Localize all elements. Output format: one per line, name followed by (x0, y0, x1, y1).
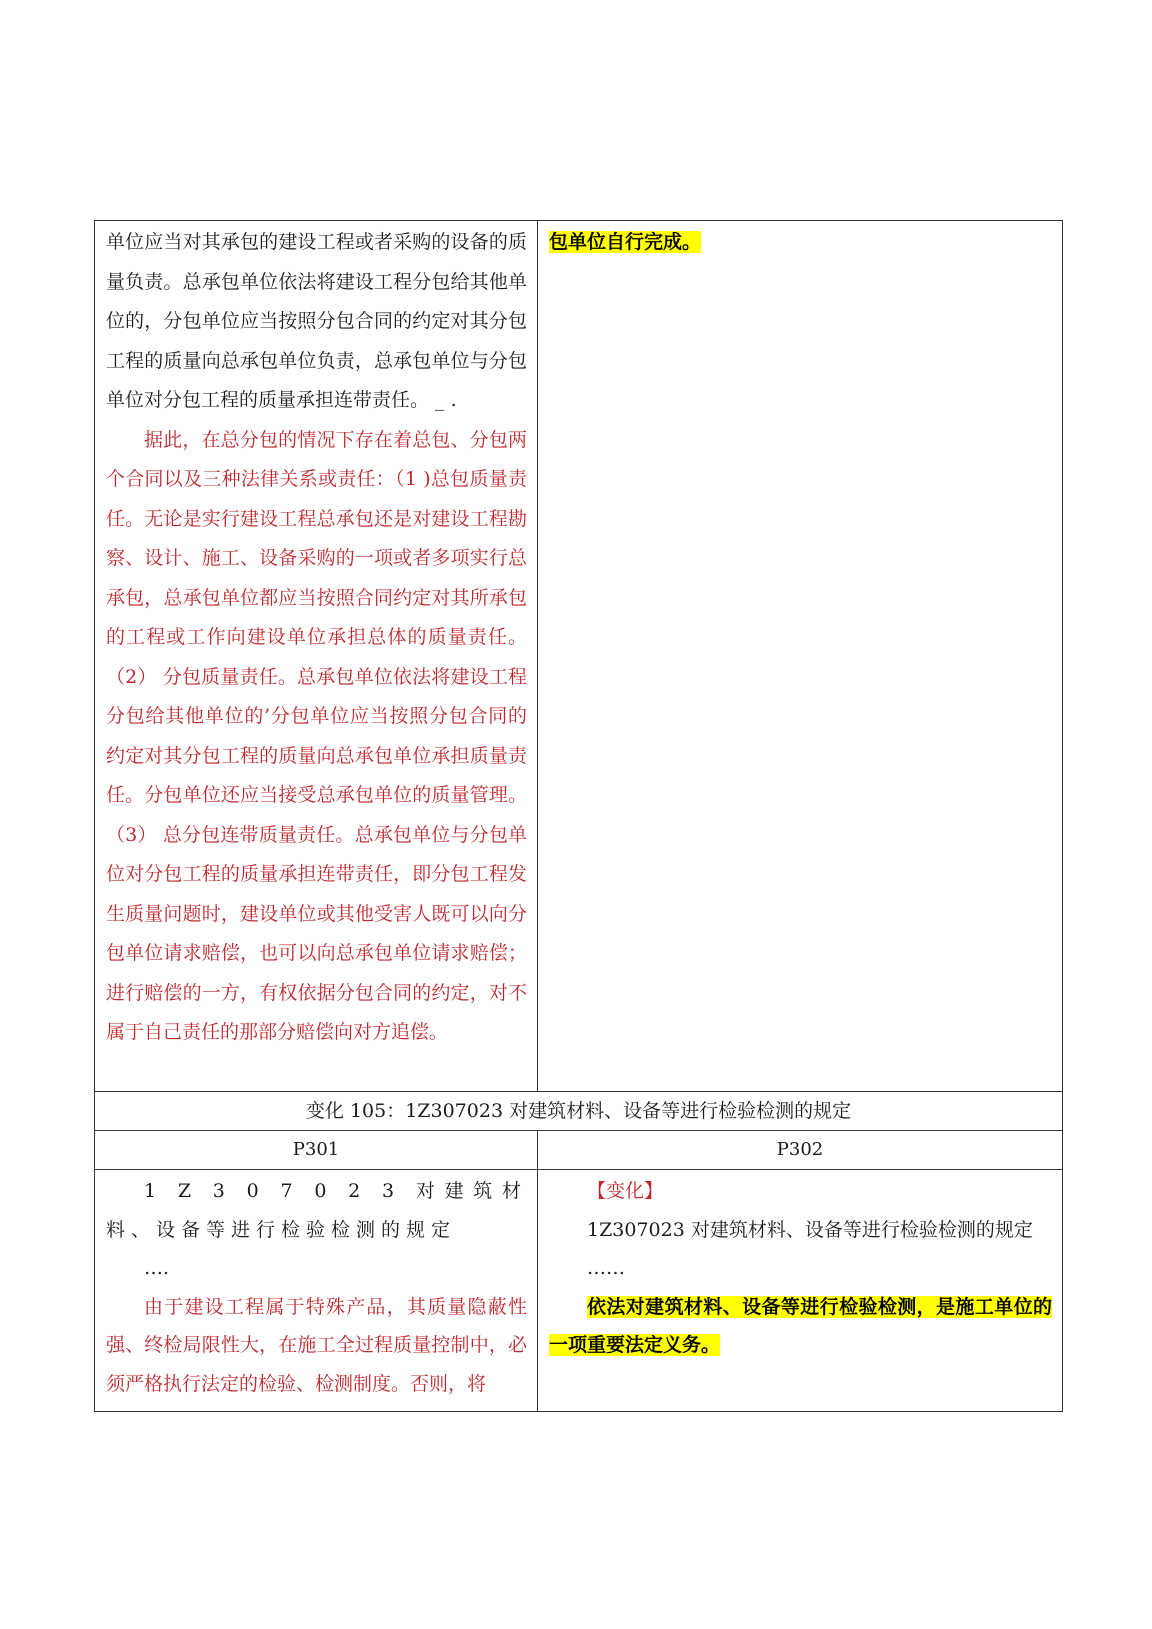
comparison-table (94, 220, 1063, 1412)
cell-new-text-2 (538, 1170, 1063, 1412)
page-number-old: P301 (95, 1131, 538, 1170)
table-row-content-1 (95, 221, 1063, 1092)
old-section-heading: 1 Z 3 0 7 0 2 3 对建筑材料、设备等进行检验检测的规定 (106, 1180, 527, 1241)
change-tag: 【变化】 (587, 1180, 664, 1202)
cell-new-text (538, 221, 1063, 1092)
section-title: 变化 105：1Z307023 对建筑材料、设备等进行检验检测的规定 (95, 1092, 1063, 1131)
new-section-heading: 1Z307023 对建筑材料、设备等进行检验检测的规定 (587, 1218, 1033, 1241)
old-text-red-paragraph: 据此，在总分包的情况下存在着总包、分包两个合同以及三种法律关系或责任：（1 )总包质量责任。无论是实行建设工程总承包还是对建设工程勘察、设计、施工、设备采购的一项或者多项实行总承包，总承包单位都应当按照合同约定对其所承包的工程或工作向建设单位承担总体的质量责任。（2） 分包质量责任。总承包单位依法将建设工程分包给其他单位的’分包单位应当按照分包合同的约定对其分包工程的质量向总承包单位承担质量责任。分包单位还应当接受总承包单位的质量管理。（3） 总分包连带质量责任。总承包单位与分包单位对分包工程的质量承担连带责任，即分包工程发生质量问题时，建设单位或其他受害人既可以向分包单位请求赔偿，也可以向总承包单位请求赔偿；进行赔偿的一方，有权依据分包合同的约定，对不属于自己责任的那部分赔偿向对方追偿。 (106, 428, 527, 1043)
cell-old-text-2 (95, 1170, 538, 1412)
table-row-page-numbers (95, 1131, 1063, 1170)
page-number-new: P302 (538, 1131, 1063, 1170)
highlighted-text-2: 依法对建筑材料、设备等进行检验检测，是施工单位的一项重要法定义务。 (549, 1295, 1052, 1356)
new-ellipsis: …… (587, 1257, 625, 1279)
old-text-paragraph: 单位应当对其承包的建设工程或者采购的设备的质量负责。总承包单位依法将建设工程分包给其他单位的，分包单位应当按照分包合同的约定对其分包工程的质量向总承包单位负责，总承包单位与分包单位对分包工程的质量承担连带责任。 _ . (106, 231, 527, 411)
old-text-red-paragraph-2: 由于建设工程属于特殊产品，其质量隐蔽性强、终检局限性大，在施工全过程质量控制中，必须严格执行法定的检验、检测制度。否则，将 (106, 1295, 527, 1395)
highlighted-text: 包单位自行完成。 (549, 231, 702, 253)
table-row-section-title (95, 1092, 1063, 1131)
cell-old-text (95, 221, 538, 1092)
table-row-content-2 (95, 1170, 1063, 1412)
old-ellipsis: …. (144, 1257, 170, 1279)
